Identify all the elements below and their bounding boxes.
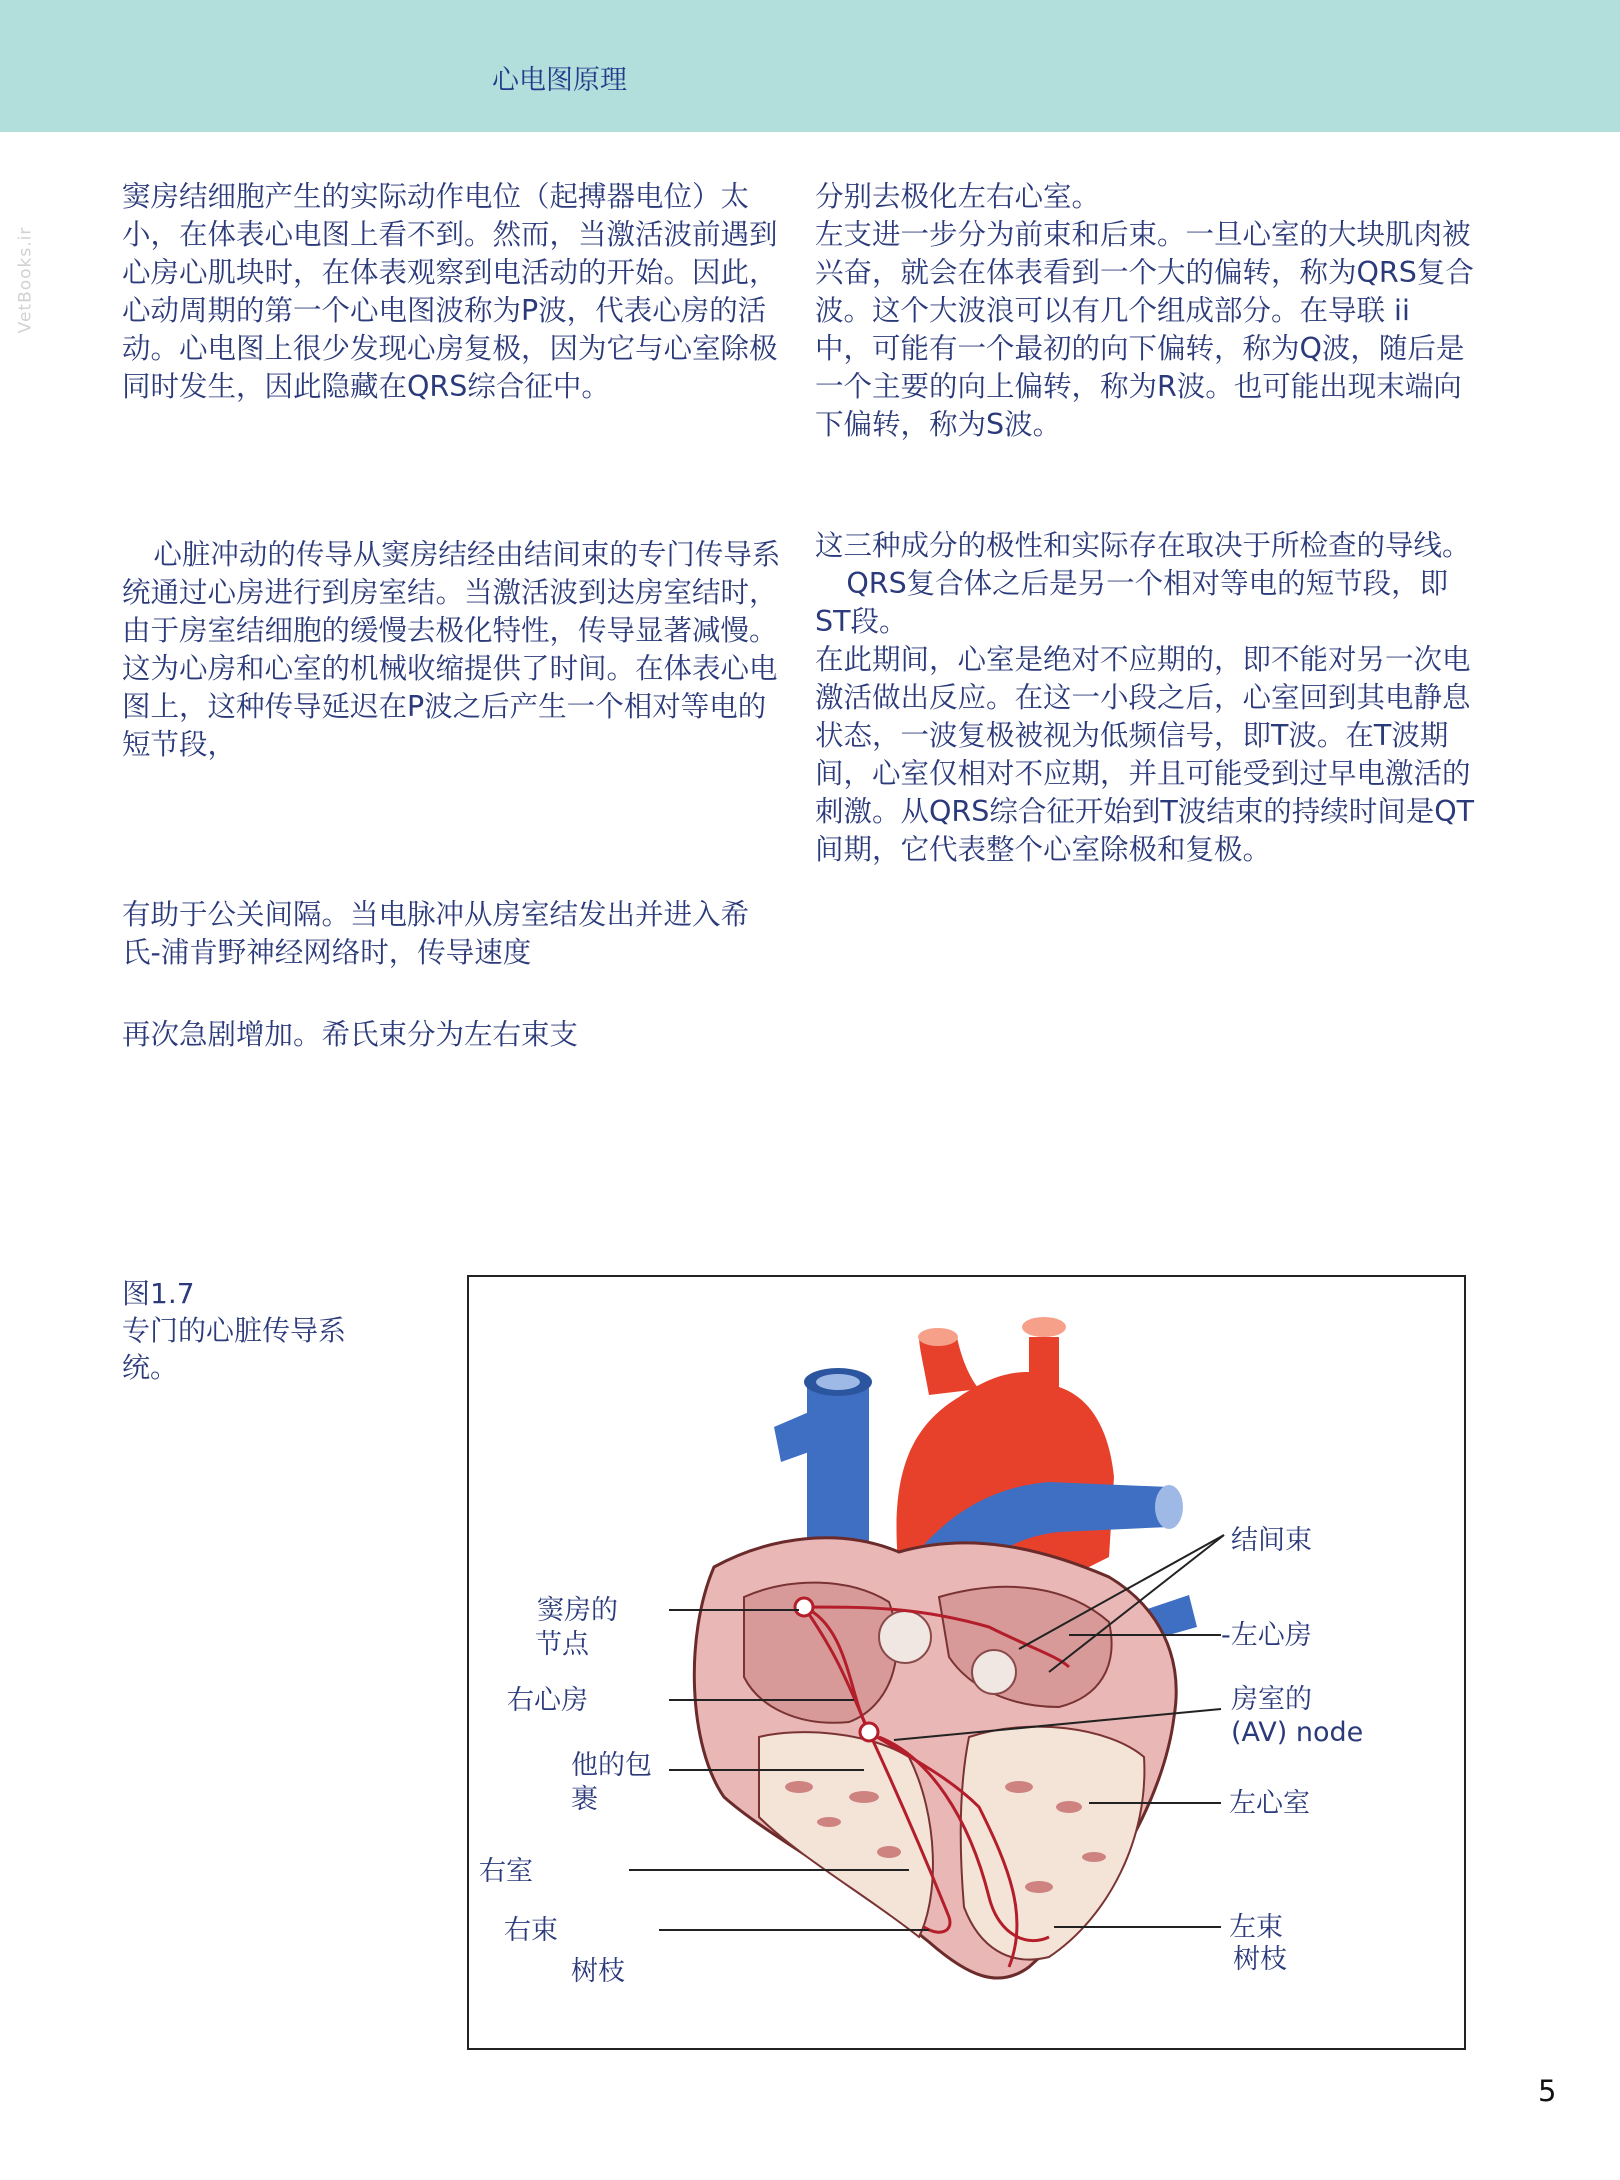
heart-diagram bbox=[469, 1277, 1468, 2052]
label-his-2: 裹 bbox=[571, 1784, 598, 1815]
header-title: 心电图原理 bbox=[492, 65, 627, 96]
right-ventricle-chamber bbox=[759, 1732, 933, 1937]
label-sa-node-1: 窦房的 bbox=[537, 1595, 618, 1626]
label-av-node-2: (AV) node bbox=[1231, 1717, 1364, 1748]
label-internodal: 结间束 bbox=[1231, 1525, 1312, 1556]
left-para-2: 心脏冲动的传导从窦房结经由结间束的专门传导系统通过心房进行到房室结。当激活波到达房室结时，由于房室结细胞的缓慢去极化特性，传导显著减慢。这为心房和心室的机械收缩提供了时间。在体表心电图上，这种传导延迟在P波之后产生一个相对等电的短节段， bbox=[122, 538, 781, 761]
right-para-4: QRS复合体之后是另一个相对等电的短节段，即ST段。 bbox=[815, 567, 1449, 638]
right-para-3: 这三种成分的极性和实际存在取决于所检查的导线。 bbox=[815, 529, 1471, 562]
figure-caption bbox=[122, 1275, 382, 1386]
sa-node-marker bbox=[795, 1598, 813, 1616]
label-right-atrium: 右心房 bbox=[507, 1685, 588, 1716]
left-para-4: 再次急剧增加。希氏束分为左右束支 bbox=[122, 1018, 579, 1051]
page-number: 5 bbox=[1538, 2074, 1557, 2108]
label-left-atrium: -左心房 bbox=[1221, 1620, 1312, 1651]
aortic-valve-shape bbox=[972, 1650, 1016, 1694]
label-right-bundle-1: 右束 bbox=[504, 1915, 558, 1946]
label-left-bundle-1: 左束 bbox=[1229, 1912, 1283, 1943]
watermark: VetBooks.ir bbox=[15, 226, 36, 334]
right-para-2: 左支进一步分为前束和后束。一旦心室的大块肌肉被兴奋，就会在体表看到一个大的偏转，称为QRS复合波。这个大波浪可以有几个组成部分。在导联 ii 中，可能有一个最初的向下偏转，称为Q波，随后是一个主要的向上偏转，称为R波。也可能出现末端向下偏转，称为S波。 bbox=[815, 218, 1474, 441]
page-header bbox=[0, 0, 1620, 132]
label-right-bundle-2: 树枝 bbox=[571, 1956, 625, 1987]
label-av-node-1: 房室的 bbox=[1231, 1684, 1312, 1715]
figure-number: 图1.7 bbox=[122, 1277, 195, 1310]
left-column bbox=[122, 178, 782, 1054]
label-left-bundle-2: 树枝 bbox=[1233, 1944, 1287, 1975]
label-left-ventricle: 左心室 bbox=[1229, 1788, 1310, 1819]
pulmonary-vein-shape bbox=[774, 1412, 809, 1462]
left-ventricle-chamber bbox=[961, 1727, 1145, 1960]
right-atrium-chamber bbox=[744, 1583, 897, 1723]
right-column bbox=[815, 178, 1475, 869]
av-node-marker bbox=[860, 1723, 878, 1741]
label-sa-node-2: 节点 bbox=[535, 1629, 589, 1660]
pulmonary-valve-shape bbox=[879, 1611, 931, 1663]
left-para-1: 窦房结细胞产生的实际动作电位（起搏器电位）太小，在体表心电图上看不到。然而，当激活波前遇到心房心肌块时，在体表观察到电活动的开始。因此，心动周期的第一个心电图波称为P波，代表心房的活动。心电图上很少发现心房复极，因为它与心室除极同时发生，因此隐藏在QRS综合征中。 bbox=[122, 180, 778, 403]
label-his-1: 他的包 bbox=[571, 1750, 652, 1781]
label-right-ventricle: 右室 bbox=[479, 1856, 533, 1887]
right-para-1: 分别去极化左右心室。 bbox=[815, 180, 1101, 213]
left-para-3: 有助于公关间隔。当电脉冲从房室结发出并进入希氏-浦肯野神经网络时，传导速度 bbox=[122, 898, 750, 969]
heart-figure bbox=[467, 1275, 1466, 2050]
right-para-5: 在此期间，心室是绝对不应期的，即不能对另一次电激活做出反应。在这一小段之后，心室回到其电静息状态，一波复极被视为低频信号，即T波。在T波期间，心室仅相对不应期，并且可能受到过早电激活的刺激。从QRS综合征开始到T波结束的持续时间是QT间期，它代表整个心室除极和复极。 bbox=[815, 643, 1475, 866]
figure-caption-text: 专门的心脏传导系统。 bbox=[122, 1314, 347, 1384]
